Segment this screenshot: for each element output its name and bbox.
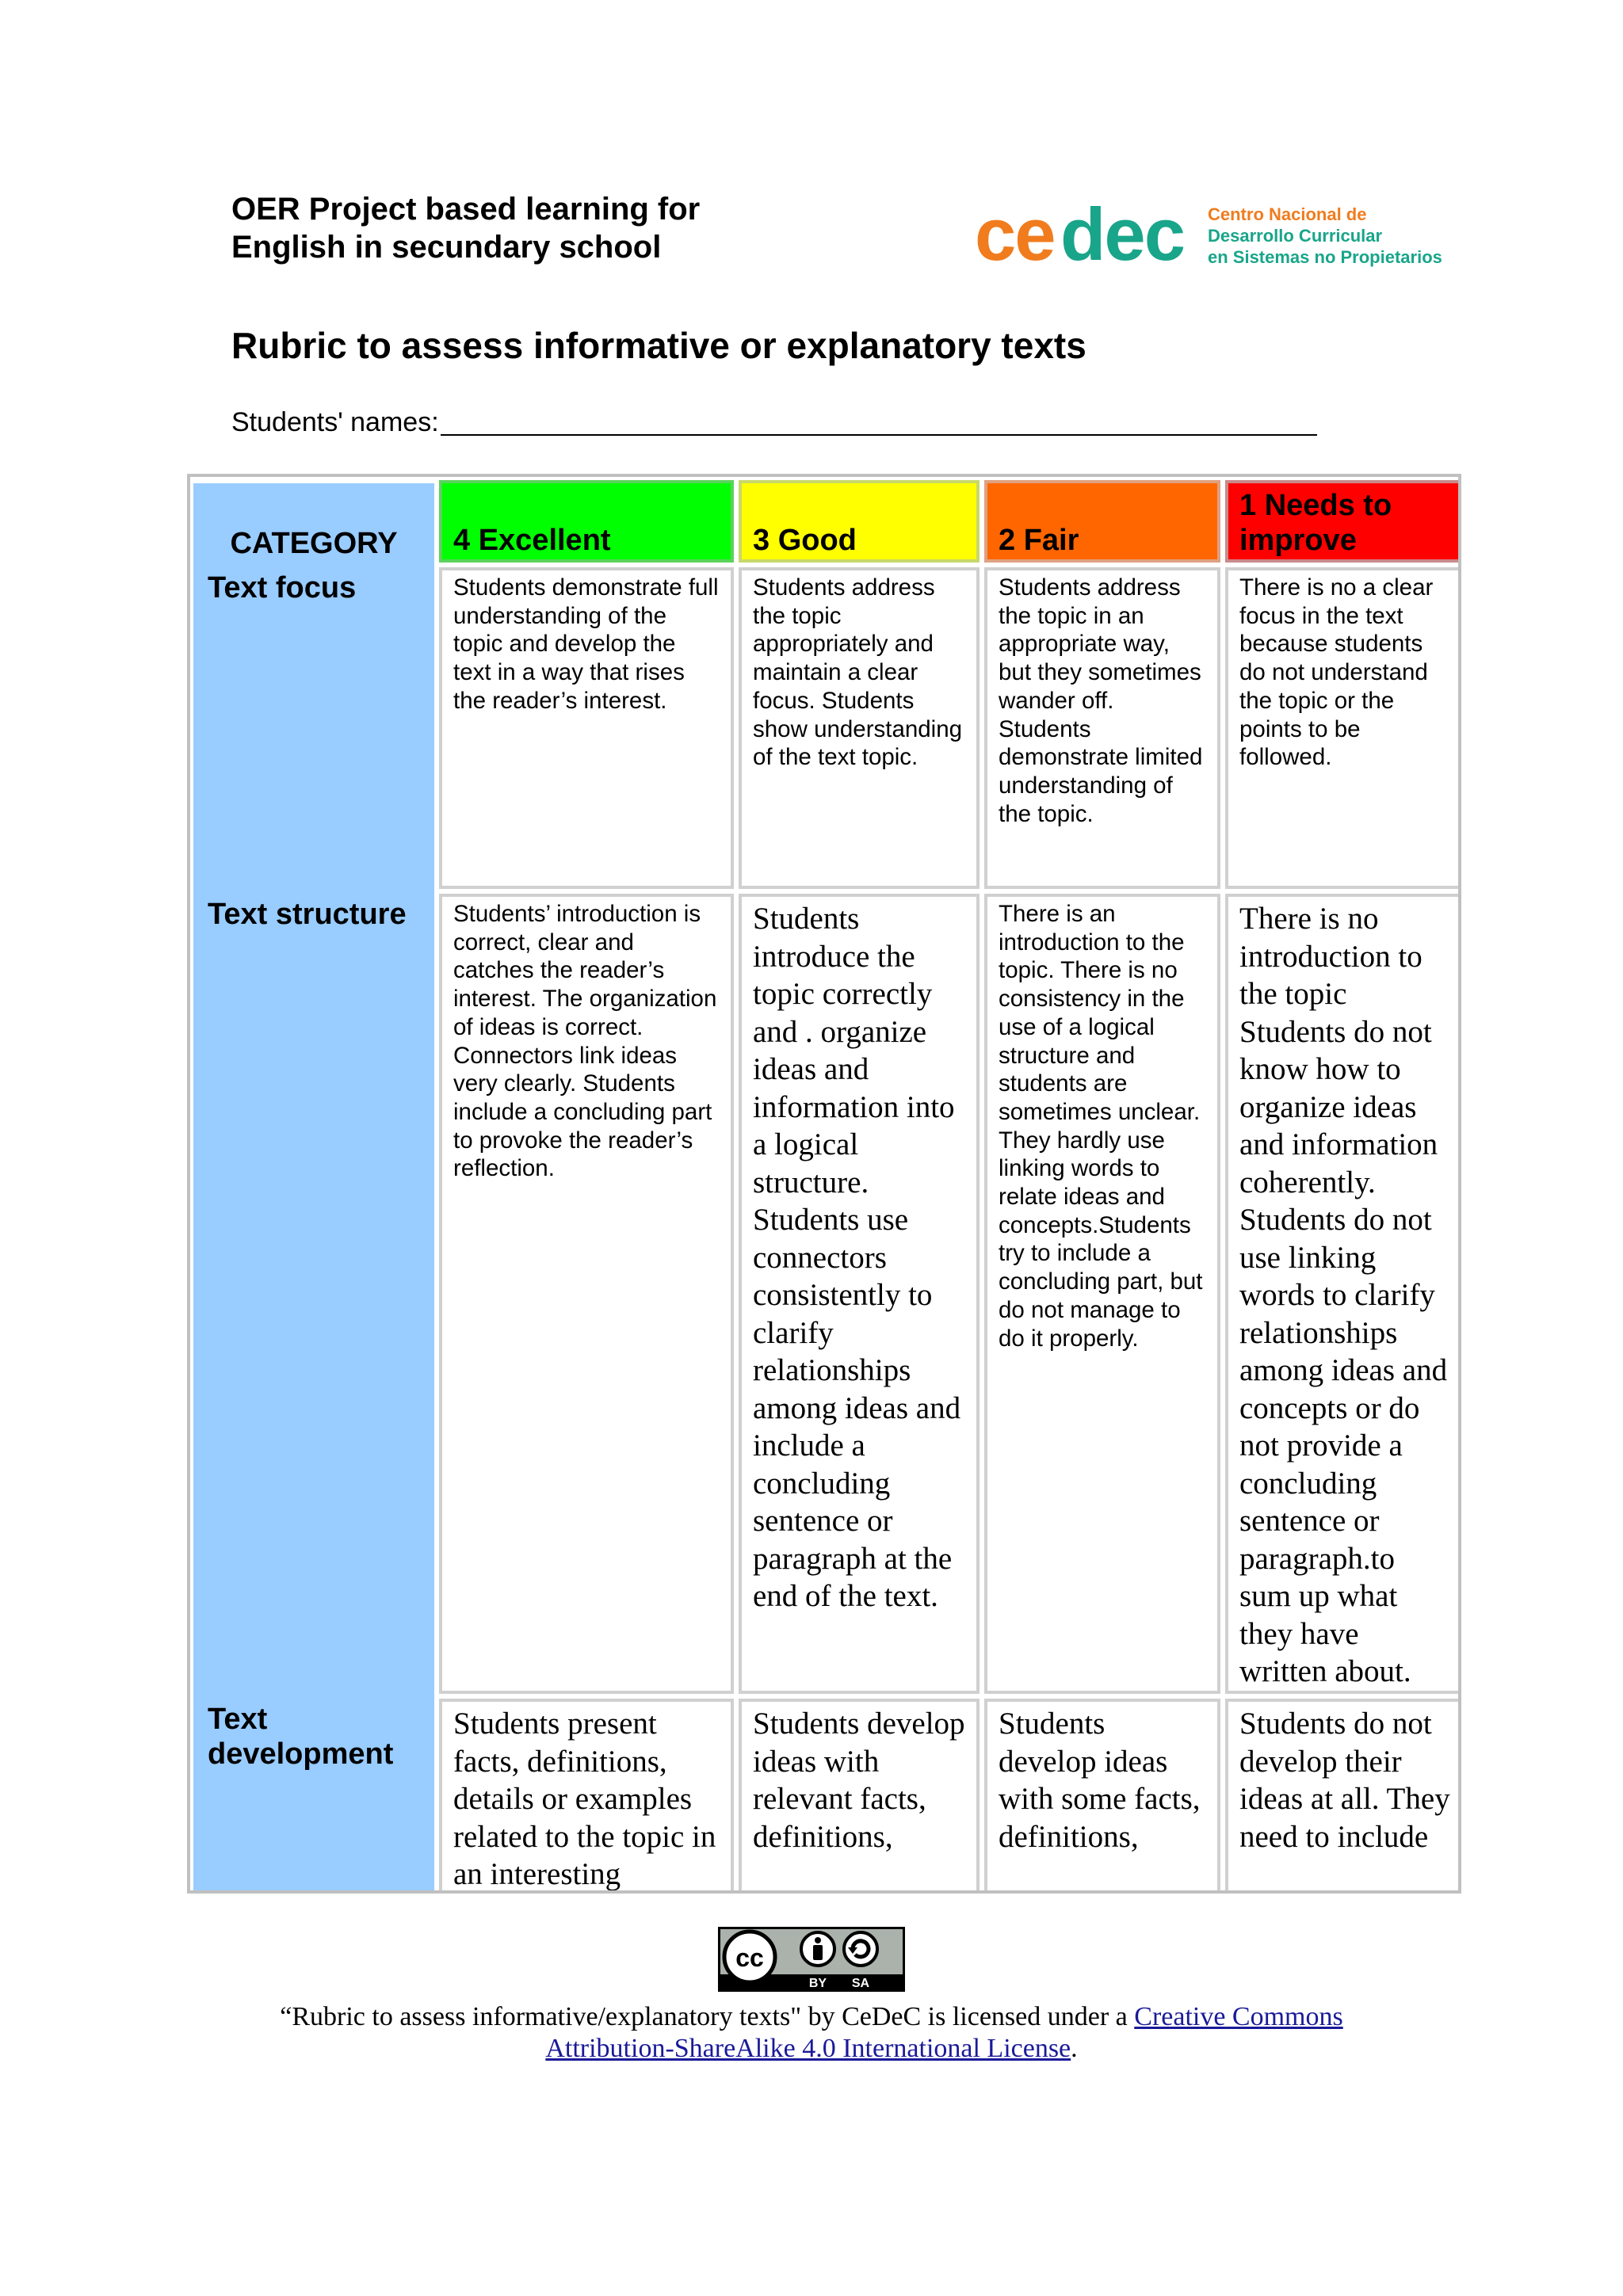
cc-logo-text: cc [735, 1943, 764, 1972]
badge-sa-label: SA [851, 1977, 870, 1990]
license-link-part1[interactable]: Creative Commons [1134, 2002, 1343, 2031]
text-structure-level3: Students introduce the topic correctly and . organize ideas and information into a logical structure. Students use connectors consistently to clarify relationships among ideas and include a concluding sentence or paragraph at the end of the text. [739, 894, 980, 1694]
text-structure-level1: There is no introduction to the topic Students do not know how to organize ideas and information coherently. Students do not use linking words to clarify relationships among ideas and concepts or do not provide a concluding sentence or paragraph.to sum up what they have written about. [1225, 894, 1461, 1694]
students-names-blank[interactable] [441, 402, 1317, 436]
logo-line1: Centro Nacional de [1208, 204, 1367, 224]
students-names-label: Students' names: [231, 407, 439, 437]
header-level2-fair: 2 Fair [984, 480, 1220, 563]
text-focus-level3: Students address the topic appropriately and maintain a clear focus. Students show understanding of the text topic. [739, 567, 980, 889]
logo-line2: Desarrollo Curricular [1208, 226, 1383, 246]
students-names-field[interactable] [231, 402, 1317, 441]
license-text-suffix: . [1071, 2034, 1078, 2063]
row-category-text-structure: Text structure [208, 898, 407, 931]
row-category-text-focus: Text focus [208, 571, 357, 605]
text-development-level2: Students develop ideas with some facts, definitions, [984, 1699, 1220, 1894]
license-link-part2[interactable]: Attribution-ShareAlike 4.0 International License [545, 2034, 1071, 2063]
share-alike-icon [844, 1932, 877, 1966]
license-notice [158, 2001, 1465, 2065]
text-focus-level2: Students address the topic in an appropriate way, but they sometimes wander off. Students demonstrate limited understanding of the topic. [984, 567, 1220, 889]
logo-line3: en Sistemas no Propietarios [1208, 247, 1442, 267]
text-structure-level2: There is an introduction to the topic. There is no consistency in the use of a logical structure and students are sometimes unclear. They hardly use linking words to relate ideas and concepts.Students try to include a concluding part, but do not manage to do it properly. [984, 894, 1220, 1694]
page-title: Rubric to assess informative or explanatory texts [231, 325, 1086, 366]
license-text-prefix: “Rubric to assess informative/explanatory texts" by CeDeC is licensed under a [280, 2002, 1135, 2031]
text-development-level3: Students develop ideas with relevant facts, definitions, [739, 1699, 980, 1894]
header-level1-needs-improve: 1 Needs to improve [1225, 480, 1461, 563]
header-level3-good: 3 Good [739, 480, 980, 563]
project-title [231, 190, 786, 266]
row-category-text-development: Text development [208, 1703, 394, 1771]
text-development-level4: Students present facts, definitions, details or examples related to the topic in an interesting [439, 1699, 734, 1894]
header-category: CATEGORY [230, 527, 398, 560]
text-focus-level1: There is no a clear focus in the text because students do not understand the topic or the points to be followed. [1225, 567, 1461, 889]
svg-text:dec: dec [1060, 196, 1184, 276]
project-title-line1: OER Project based learning for [231, 192, 701, 227]
rubric-table [187, 474, 1461, 1894]
cc-by-sa-badge[interactable] [718, 1927, 905, 1992]
attribution-icon [801, 1932, 834, 1966]
text-development-level1: Students do not develop their ideas at all. They need to include [1225, 1699, 1461, 1894]
svg-text:ce: ce [975, 196, 1055, 276]
project-title-line2: English in secundary school [231, 230, 662, 265]
rubric-grid [190, 477, 1458, 1894]
cedec-logo [975, 196, 1466, 276]
text-focus-level4: Students demonstrate full understanding of the topic and develop the text in a way that rises the reader’s interest. [439, 567, 734, 889]
header-level4-excellent: 4 Excellent [439, 480, 734, 563]
badge-by-label: BY [808, 1977, 827, 1990]
text-structure-level4: Students’ introduction is correct, clear and catches the reader’s interest. The organization of ideas is correct. Connectors link ideas very clearly. Students include a concluding part to provoke the reader’s reflection. [439, 894, 734, 1694]
